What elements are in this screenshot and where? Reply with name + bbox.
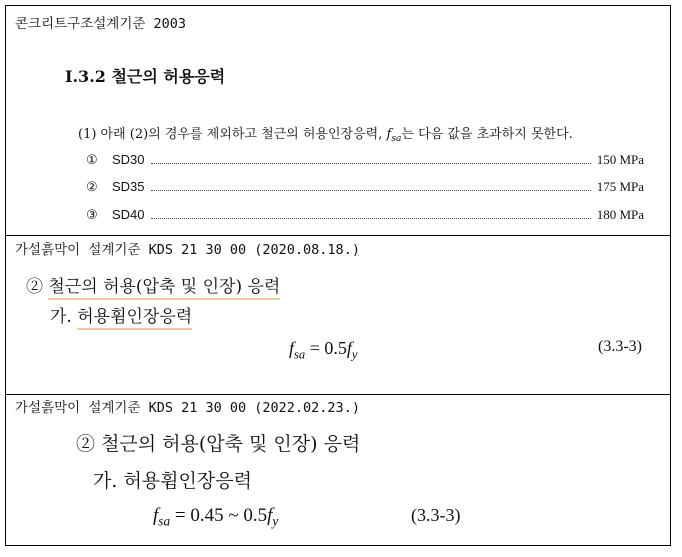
heading-number: ② [26, 277, 43, 297]
equation-number: (3.3-3) [411, 505, 461, 525]
clause-before: (1) 아래 (2)의 경우를 제외하고 철근의 허용인장응력, [78, 127, 387, 142]
heading-number: ② [76, 433, 96, 455]
formula-rhs-var: f [267, 505, 273, 526]
sub-prefix: 가. [50, 307, 72, 327]
section-title: I.3.2 철근의 허용응력 [65, 67, 226, 86]
grade-name: SD30 [112, 152, 145, 167]
grade-row [86, 152, 644, 168]
grade-row [86, 207, 644, 223]
formula-rhs: = 0.45 ~ 0.5 [170, 505, 268, 526]
source-label: 가설흙막이 설계기준 KDS 21 30 00 (2022.02.23.) [15, 400, 360, 416]
formula-rhs-sub: y [272, 513, 279, 529]
formula-rhs: = 0.5 [305, 338, 347, 358]
heading-text: 철근의 허용(압축 및 인장) 응력 [48, 277, 280, 300]
formula-lhs-sub: sa [294, 347, 306, 362]
grade-number: ① [86, 153, 98, 168]
grade-value: 150 MPa [596, 152, 644, 167]
stress-heading [26, 272, 280, 297]
grade-number: ③ [86, 208, 98, 223]
source-label: 가설흙막이 설계기준 KDS 21 30 00 (2020.08.18.) [15, 242, 360, 258]
excerpt-2022 [5, 394, 671, 546]
grade-value: 175 MPa [596, 179, 644, 194]
clause-symbol-sub: sa [391, 134, 402, 145]
sub-prefix: 가. [93, 470, 118, 492]
heading-text: 철근의 허용(압축 및 인장) 응력 [101, 433, 361, 455]
excerpt-2020 [5, 235, 671, 395]
formula-rhs-sub: y [351, 347, 358, 362]
formula-rhs-var: f [346, 338, 352, 358]
formula-lhs: f [153, 505, 159, 526]
excerpt-2003 [5, 5, 671, 236]
grade-value: 180 MPa [596, 207, 644, 222]
subheading [93, 466, 252, 493]
formula [289, 338, 357, 362]
subheading [50, 302, 192, 327]
stress-heading [76, 429, 360, 456]
dot-leader [151, 154, 591, 164]
dot-leader [151, 181, 591, 191]
dot-leader [151, 209, 591, 219]
grade-name: SD35 [112, 179, 145, 194]
clause-after: 는 다음 값을 초과하지 못한다. [401, 127, 573, 142]
source-label: 콘크리트구조설계기준 2003 [15, 16, 187, 32]
equation-number: (3.3-3) [598, 338, 642, 355]
clause-text [78, 123, 573, 144]
formula-lhs: f [289, 338, 295, 358]
grade-row [86, 179, 644, 195]
sub-text: 허용휨인장응력 [77, 307, 192, 330]
grade-number: ② [86, 180, 98, 195]
formula-lhs-sub: sa [158, 513, 171, 529]
sub-text: 허용휨인장응력 [123, 470, 252, 492]
clause-symbol: f [386, 127, 392, 142]
grade-name: SD40 [112, 207, 145, 222]
formula [153, 505, 278, 530]
